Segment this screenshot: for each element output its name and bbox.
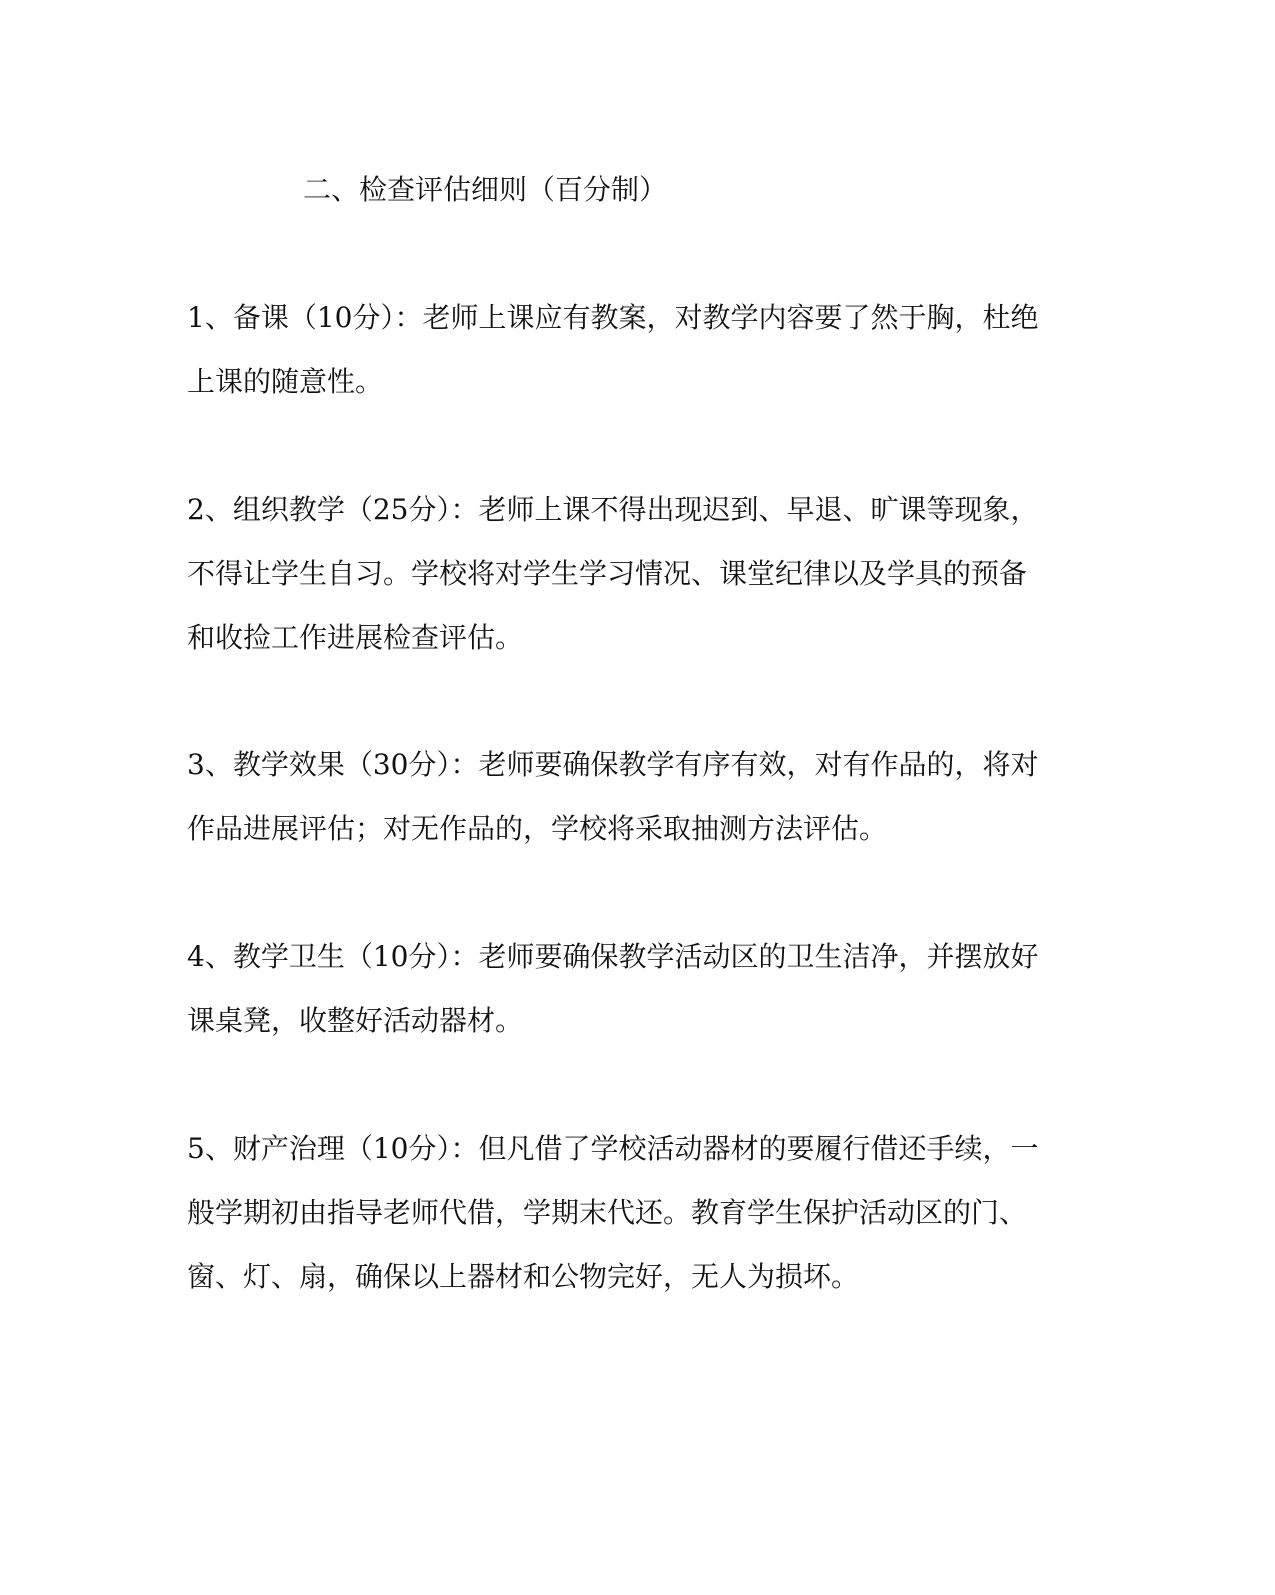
paragraph-line: 作品进展评估；对无作品的，学校将采取抽测方法评估。 — [187, 812, 888, 845]
paragraph-line: 上课的随意性。 — [187, 365, 384, 398]
rule-paragraph-3 — [187, 733, 1077, 861]
paragraph-line: 不得让学生自习。学校将对学生学习情况、课堂纪律以及学具的预备 — [187, 557, 1028, 590]
paragraph-line: 2、组织教学（25分）：老师上课不得出现迟到、早退、旷课等现象， — [187, 493, 1039, 526]
paragraph-line: 和收捡工作进展检查评估。 — [187, 621, 524, 654]
paragraph-line: 窗、灯、扇，确保以上器材和公物完好，无人为损坏。 — [187, 1260, 860, 1293]
rule-paragraph-2 — [187, 478, 1077, 670]
paragraph-line: 5、财产治理（10分）：但凡借了学校活动器材的要履行借还手续，一 — [187, 1132, 1039, 1165]
rule-paragraph-4 — [187, 925, 1077, 1053]
paragraph-line: 课桌凳，收整好活动器材。 — [187, 1004, 524, 1037]
paragraph-line: 4、教学卫生（10分）：老师要确保教学活动区的卫生洁净，并摆放好 — [187, 940, 1039, 973]
paragraph-line: 3、教学效果（30分）：老师要确保教学有序有效，对有作品的，将对 — [187, 748, 1039, 781]
rule-paragraph-1 — [187, 286, 1077, 414]
paragraph-line: 1、备课（10分）：老师上课应有教案，对教学内容要了然于胸，杜绝 — [187, 301, 1039, 334]
rule-paragraph-5 — [187, 1117, 1077, 1309]
paragraph-line: 般学期初由指导老师代借，学期末代还。教育学生保护活动区的门、 — [187, 1196, 1028, 1229]
section-heading: 二、检查评估细则（百分制） — [303, 173, 668, 206]
